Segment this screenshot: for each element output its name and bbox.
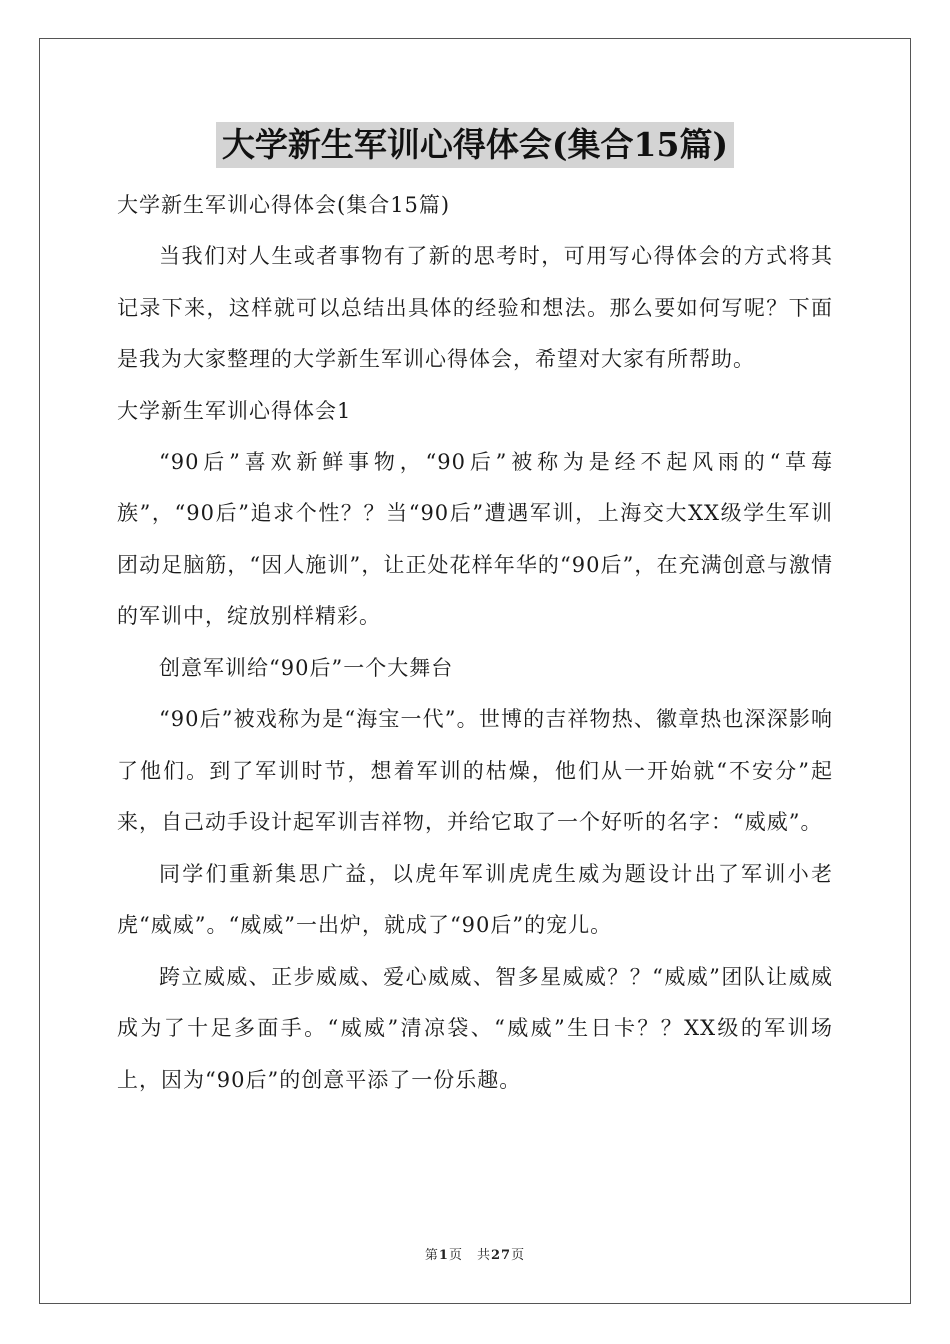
total-pages: 27: [490, 1248, 512, 1263]
document-subtitle: 大学新生军训心得体会(集合15篇): [117, 193, 451, 217]
body-paragraph: 同学们重新集思广益，以虎年军训虎虎生威为题设计出了军训小老虎“威威”。“威威”一出炉，就成了“90后”的宠儿。: [117, 861, 833, 937]
body-paragraph: “90后”被戏称为是“海宝一代”。世博的吉祥物热、徽章热也深深影响了他们。到了军训时节，想着军训的枯燥，他们从一开始就“不安分”起来，自己动手设计起军训吉祥物，并给它取了一个好听的名字：“威威”。: [117, 707, 833, 834]
body-paragraph: 跨立威威、正步威威、爱心威威、智多星威威？？“威威”团队让威威成为了十足多面手。“威威”清凉袋、“威威”生日卡？？XX级的军训场上，因为“90后”的创意平添了一份乐趣。: [117, 964, 833, 1092]
page-footer: [0, 1244, 950, 1263]
subheading-paragraph: 创意军训给“90后”一个大舞台: [159, 655, 454, 680]
section-heading: 大学新生军训心得体会1: [117, 398, 352, 423]
intro-paragraph: 当我们对人生或者事物有了新的思考时，可用写心得体会的方式将其记录下来，这样就可以总结出具体的经验和想法。那么要如何写呢？下面是我为大家整理的大学新生军训心得体会，希望对大家有所帮助。: [117, 244, 833, 371]
page-label-prefix: 第: [424, 1248, 439, 1263]
title-container: [117, 122, 833, 178]
page-number: 1: [438, 1248, 449, 1263]
document-title: 大学新生军训心得体会(集合15篇): [216, 122, 734, 168]
page-label-suffix: 页: [511, 1248, 526, 1263]
page-label-mid: 页 共: [448, 1248, 491, 1263]
document-body: [117, 122, 833, 1106]
body-paragraph: “90后”喜欢新鲜事物，“90后”被称为是经不起风雨的“草莓族”，“90后”追求个性？？当“90后”遭遇军训，上海交大XX级学生军训团动足脑筋，“因人施训”，让正处花样年华的“90后”，在充满创意与激情的军训中，绽放别样精彩。: [117, 449, 833, 628]
